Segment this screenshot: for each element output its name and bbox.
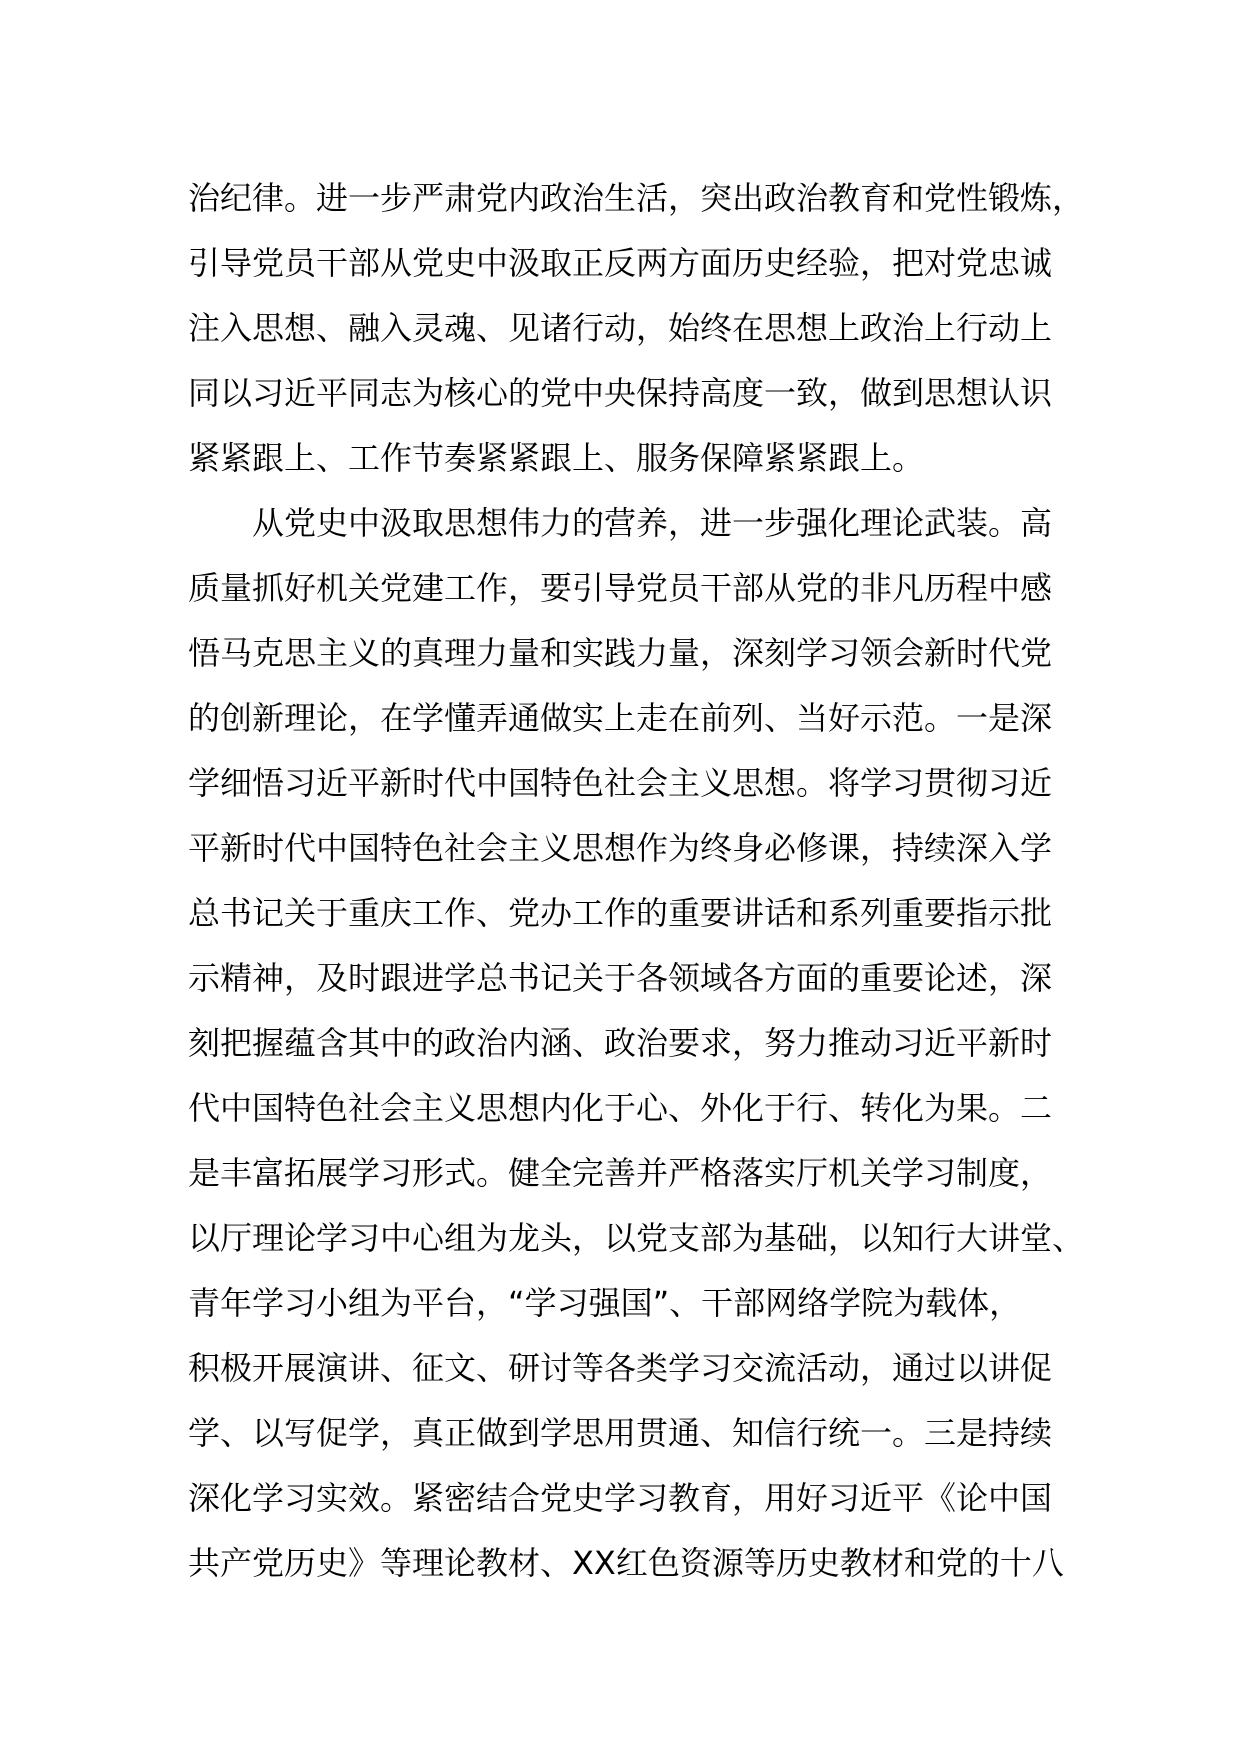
body-text xyxy=(188,166,1085,1596)
text-line: 示精神，及时跟进学总书记关于各领域各方面的重要论述，深 xyxy=(188,959,1053,997)
text-line: 质量抓好机关党建工作，要引导党员干部从党的非凡历程中感 xyxy=(188,569,1053,607)
text-line: 学、以写促学，真正做到学思用贯通、知信行统一。三是持续 xyxy=(188,1414,1053,1452)
text-line: 紧紧跟上、工作节奏紧紧跟上、服务保障紧紧跟上。 xyxy=(188,439,925,477)
text-line: 青年学习小组为平台，“学习强国”、干部网络学院为载体， xyxy=(188,1284,1022,1322)
text-line: 积极开展演讲、征文、研讨等各类学习交流活动，通过以讲促 xyxy=(188,1349,1053,1387)
paragraph-start-line: 从党史中汲取思想伟力的营养，进一步强化理论武装。高 xyxy=(188,504,1053,542)
text-line: 学细悟习近平新时代中国特色社会主义思想。将学习贯彻习近 xyxy=(188,764,1053,802)
text-line: 总书记关于重庆工作、党办工作的重要讲话和系列重要指示批 xyxy=(188,894,1053,932)
text-line: 平新时代中国特色社会主义思想作为终身必修课，持续深入学 xyxy=(188,829,1053,867)
text-line: 的创新理论，在学懂弄通做实上走在前列、当好示范。一是深 xyxy=(188,699,1053,737)
text-line: 以厅理论学习中心组为龙头，以党支部为基础，以知行大讲堂、 xyxy=(188,1219,1085,1257)
text-line: 是丰富拓展学习形式。健全完善并严格落实厅机关学习制度， xyxy=(188,1154,1053,1192)
text-line: 刻把握蕴含其中的政治内涵、政治要求，努力推动习近平新时 xyxy=(188,1024,1053,1062)
text-line: 深化学习实效。紧密结合党史学习教育，用好习近平《论中国 xyxy=(188,1479,1053,1517)
text-line: 代中国特色社会主义思想内化于心、外化于行、转化为果。二 xyxy=(188,1089,1053,1127)
text-line: 悟马克思主义的真理力量和实践力量，深刻学习领会新时代党 xyxy=(188,634,1053,672)
text-line: 注入思想、融入灵魂、见诸行动，始终在思想上政治上行动上 xyxy=(188,309,1053,347)
text-line: 引导党员干部从党史中汲取正反两方面历史经验，把对党忠诚 xyxy=(188,244,1053,282)
text-line: 同以习近平同志为核心的党中央保持高度一致，做到思想认识 xyxy=(188,374,1053,412)
text-line: 治纪律。进一步严肃党内政治生活，突出政治教育和党性锻炼， xyxy=(188,179,1085,217)
text-line: 共产党历史》等理论教材、XX红色资源等历史教材和党的十八 xyxy=(188,1544,1064,1582)
